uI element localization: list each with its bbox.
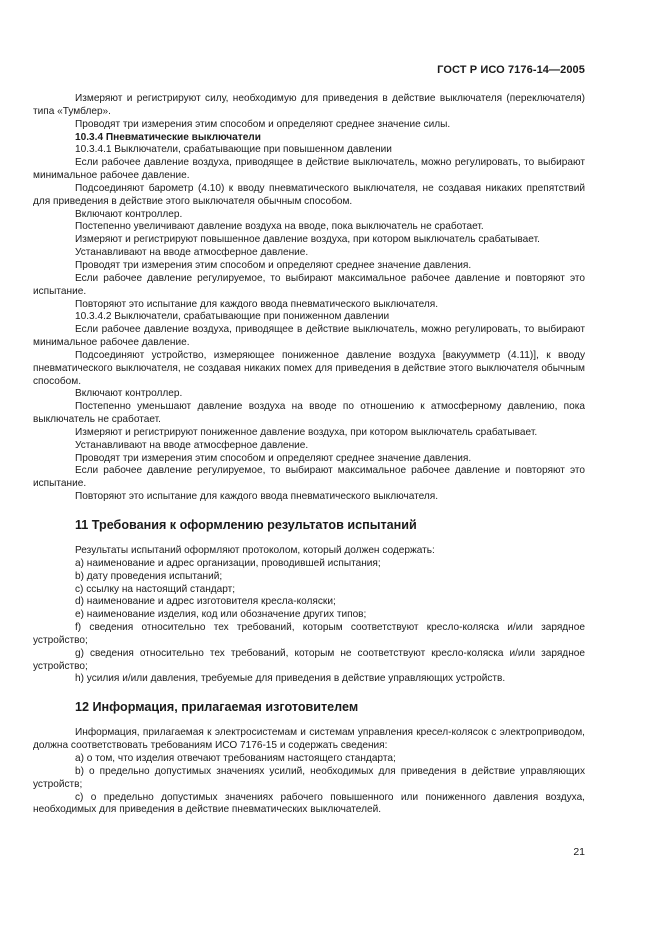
list-item: h) усилия и/или давления, требуемые для приведения в действие управляющих устройств. (75, 673, 506, 685)
subsection-heading: 10.3.4.2 Выключатели, срабатывающие при пониженном давлении (75, 311, 390, 323)
paragraph: Включают контроллер. (75, 208, 183, 220)
paragraph: Проводят три измерения этим способом и определяют среднее значение давления. (75, 452, 472, 464)
paragraph: Устанавливают на вводе атмосферное давление. (75, 247, 309, 259)
list-item: g) сведения относительно тех требований, которым не соответствуют кресло-коляска и/или зарядное устройство; (33, 647, 585, 672)
list-item: d) наименование и адрес изготовителя кресла-коляски; (75, 596, 336, 608)
list-item: а) наименование и адрес организации, проводившей испытания; (75, 557, 381, 569)
paragraph: Подсоединяют устройство, измеряющее пониженное давление воздуха [вакуумметр (4.11)], к вводу пневматического выключателя, не создавая никаких помех для приведения в действие этого выключателя обычным способом. (33, 349, 585, 387)
paragraph: Проводят три измерения этим способом и определяют среднее значение силы. (75, 118, 451, 130)
spacer (33, 504, 585, 518)
paragraph: Если рабочее давление воздуха, приводящее в действие выключатель, можно регулировать, то выбирают минимальное рабочее давление. (33, 324, 585, 349)
section-12-title: 12 Информация, прилагаемая изготовителем (75, 700, 359, 715)
paragraph: Измеряют и регистрируют повышенное давление воздуха, при котором выключатель срабатывает. (75, 234, 540, 246)
subsection-heading: 10.3.4.1 Выключатели, срабатывающие при повышенном давлении (75, 144, 392, 156)
list-item: f) сведения относительно тех требований, которым соответствуют кресло-коляска и/или зарядное устройство; (33, 622, 585, 646)
paragraph: Устанавливают на вводе атмосферное давление. (75, 439, 309, 451)
document-body (33, 93, 585, 817)
paragraph: Если рабочее давление воздуха, приводящее в действие выключатель, можно регулировать, то выбирают минимальное рабочее давление. (33, 157, 585, 182)
paragraph: Постепенно уменьшают давление воздуха на вводе по отношению к атмосферному давлению, пока выключатель не сработает. (33, 401, 585, 426)
list-item: e) наименование изделия, код или обозначение других типов; (75, 609, 367, 621)
paragraph: Включают контроллер. (75, 388, 183, 400)
page-number: 21 (573, 846, 585, 858)
paragraph: Повторяют это испытание для каждого ввода пневматического выключателя. (75, 298, 439, 310)
document-header: ГОСТ Р ИСО 7176-14—2005 (437, 64, 585, 76)
paragraph: Если рабочее давление регулируемое, то выбирают максимальное рабочее давление и повторяют это испытание. (33, 272, 585, 297)
section-11-intro: Результаты испытаний оформляют протоколом, который должен содержать: (75, 545, 435, 556)
paragraph: Измеряют и регистрируют силу, необходимую для приведения в действие выключателя (переключателя) типа «Тумблер». (33, 93, 585, 117)
paragraph: Подсоединяют барометр (4.10) к вводу пневматического выключателя, не создавая никаких препятствий для приведения в действие этого выключателя обычным способом. (33, 182, 585, 207)
spacer (33, 686, 585, 700)
list-item: b) дату проведения испытаний; (75, 570, 223, 582)
list-item: c) ссылку на настоящий стандарт; (75, 583, 236, 595)
list-item: b) о предельно допустимых значениях усилий, необходимых для приведения в действие управляющих устройств; (33, 765, 585, 790)
section-11-title: 11 Требования к оформлению результатов испытаний (75, 518, 417, 532)
paragraph: Постепенно увеличивают давление воздуха на вводе, пока выключатель не сработает. (75, 221, 484, 233)
subsection-heading: 10.3.4 Пневматические выключатели (75, 131, 261, 143)
list-item: а) о том, что изделия отвечают требованиям настоящего стандарта; (75, 752, 396, 764)
paragraph: Если рабочее давление регулируемое, то выбирают максимальное рабочее давление и повторяют это испытание. (33, 465, 585, 490)
paragraph: Проводят три измерения этим способом и определяют среднее значение давления. (75, 259, 472, 271)
list-item: c) о предельно допустимых значениях рабочего повышенного или пониженного давления воздуха, необходимых для приведения в действие пневматических выключателей. (33, 791, 585, 816)
paragraph: Измеряют и регистрируют пониженное давление воздуха, при котором выключатель срабатывает. (75, 426, 538, 438)
spacer (33, 715, 585, 727)
paragraph: Повторяют это испытание для каждого ввода пневматического выключателя. (75, 491, 439, 503)
spacer (33, 533, 585, 545)
section-12-intro: Информация, прилагаемая к электросистемам и системам управления кресел-колясок с электроприводом, должна соответствовать требованиям ИСО 7176-15 и содержать сведения: (33, 727, 585, 752)
